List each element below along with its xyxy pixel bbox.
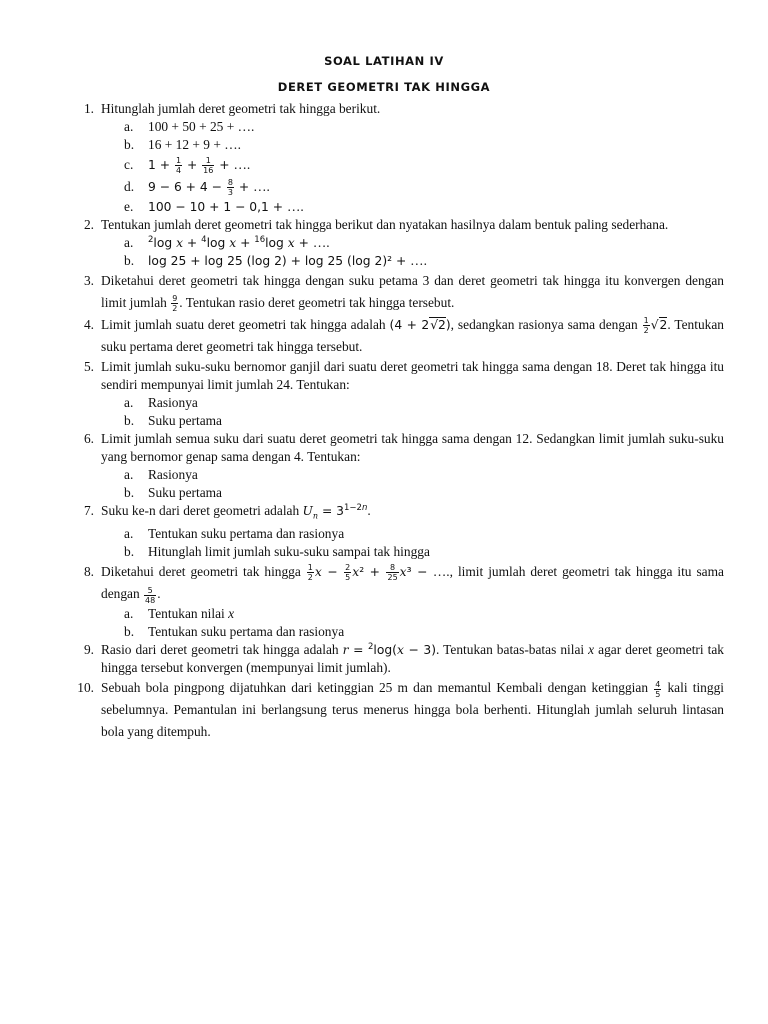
subitem-text: Tentukan suku pertama dan rasionya <box>148 624 345 640</box>
subitem-1c: c. 1 + $\frac{1}{4}$ + $\frac{1}{16}$ + …. <box>124 156 251 175</box>
fraction: $\frac{9}{2}$ <box>172 294 178 314</box>
math-expression: $U_n = 3^{1-2n}$ <box>302 502 368 521</box>
subitem-label: c. <box>124 157 134 172</box>
question-4 <box>0 314 724 358</box>
subitem-label: b. <box>124 413 135 428</box>
subitem-8a: a. Tentukan nilai x <box>124 606 235 622</box>
question-number: 6. <box>83 431 94 446</box>
question-text-end: agar deret geometri tak hingga tersebut konvergen (mempunyai limit jumlah). <box>101 642 724 676</box>
question-7: 7. Suku ke-n dari deret geometri adalah $U_n = 3^{1-2n}$. <box>0 502 724 525</box>
question-6 <box>0 430 724 466</box>
subitem-label: e. <box>124 199 134 214</box>
subitem-label: a. <box>124 606 134 622</box>
subitem-label: b. <box>124 624 135 640</box>
subitem-label: a. <box>124 235 134 250</box>
fraction: $\frac{1}{2}$ <box>643 316 649 336</box>
subitem-label: a. <box>124 395 134 410</box>
math-expression: (4 + 2√2) <box>389 318 451 332</box>
subitem-1b <box>0 136 724 154</box>
question-text-cont: …., limit jumlah deret geometri tak hingga itu sama dengan <box>101 564 724 602</box>
math-expression: $^2$log x + $^4$log x + $^{16}$log x + <box>148 234 313 250</box>
question-2 <box>0 216 724 234</box>
math-expression: log 25 + log 25 (log 2) + log 25 (log 2)² + <box>148 254 411 268</box>
subitem-label: b. <box>124 137 135 152</box>
question-8: 8. Diketahui deret geometri tak hingga $\frac{1}{2}$ x − $\frac{2}{5}$ x² + $\frac{8}{25}$ x³ − …., limit jumlah deret geometri tak hingga itu sama dengan $\frac{5}{48}$ . <box>0 561 724 605</box>
question-number: 10. <box>77 680 94 696</box>
question-text: Limit jumlah semua suku dari suatu deret geometri tak hingga sama dengan 12. Sedangkan limit jumlah suku-suku yang bernomor genap sama dengan 4. Tentukan: <box>101 431 724 464</box>
subitem-2a: a. $^2$log x + $^4$log x + $^{16}$log x + …. <box>124 234 330 250</box>
question-text: Limit jumlah suatu deret geometri tak hingga adalah <box>101 317 390 332</box>
title-soal-latihan: SOAL LATIHAN IV <box>324 54 444 68</box>
question-number: 4. <box>83 317 94 332</box>
question-1 <box>0 100 724 118</box>
subitem-2b: b. log 25 + log 25 (log 2) + log 25 (log 2)² + …. <box>124 253 427 268</box>
math-expression: 9 − 6 + 4 − $\frac{8}{3}$ + <box>148 178 254 197</box>
subitem-text: Suku pertama <box>148 413 223 428</box>
subitem-label: d. <box>124 179 135 194</box>
math-expression: 100 − 10 + 1 − 0,1 + <box>148 200 287 214</box>
question-number: 3. <box>83 273 94 288</box>
subitem-6a <box>0 466 724 484</box>
question-3 <box>0 270 724 314</box>
subitem-1d: d. 9 − 6 + 4 − $\frac{8}{3}$ + …. <box>124 178 270 197</box>
question-number: 5. <box>83 359 94 374</box>
math-expression: 1 + $\frac{1}{4}$ + $\frac{1}{16}$ + <box>148 156 234 175</box>
question-text: Diketahui deret geometri tak hingga dengan suku petama 3 dan deret geometri tak hingga itu konvergen dengan limit jumlah <box>101 273 724 310</box>
math-expression: $\frac{1}{2}$ x − $\frac{2}{5}$ x² + $\frac{8}{25}$ x³ − <box>307 563 433 583</box>
subitem-text: Suku pertama <box>148 485 223 500</box>
subitem-label: b. <box>124 544 135 560</box>
subitem-text: 100 + 50 + 25 + …. <box>148 119 255 134</box>
question-number: 2. <box>83 217 94 232</box>
subitem-1e: e. 100 − 10 + 1 − 0,1 + …. <box>124 199 304 214</box>
subitem-label: b. <box>124 253 135 268</box>
subitem-text: Tentukan suku pertama dan rasionya <box>148 526 345 542</box>
subitem-text: Hitunglah limit jumlah suku-suku sampai tak hingga <box>148 544 430 560</box>
subitem-label: b. <box>124 485 135 500</box>
question-number: 8. <box>83 564 94 580</box>
subitem-text: 16 + 12 + 9 + …. <box>148 137 241 152</box>
subitem-7b <box>0 543 724 561</box>
fraction: $\frac{5}{48}$ <box>145 585 156 605</box>
question-list <box>0 100 724 743</box>
subitem-label: a. <box>124 119 134 134</box>
subitem-label: a. <box>124 467 134 482</box>
question-10 <box>0 677 724 743</box>
question-text: Rasio dari deret geometri tak hingga adalah <box>101 642 343 658</box>
subitem-6b <box>0 484 724 502</box>
math-expression: √2 <box>650 318 668 332</box>
subitem-text: Rasionya <box>148 395 198 410</box>
question-text: Hitunglah jumlah deret geometri tak hingga berikut. <box>101 101 381 116</box>
question-text-cont: . Tentukan batas-batas nilai <box>436 642 589 658</box>
question-5 <box>0 358 724 394</box>
subitem-5a <box>0 394 724 412</box>
question-text-cont: , sedangkan rasionya sama dengan <box>450 317 642 332</box>
question-text: Diketahui deret geometri tak hingga <box>101 564 306 580</box>
question-text: Sebuah bola pingpong dijatuhkan dari ketinggian 25 m dan memantul Kembali dengan ketinggian <box>101 680 654 696</box>
subitem-7a <box>0 525 724 543</box>
subitem-1a <box>0 118 724 136</box>
question-9: 9. Rasio dari deret geometri tak hingga adalah r = $^2$log(x − 3). Tentukan batas-batas nilai x agar deret geometri tak hingga tersebut konvergen (mempunyai limit jumlah). <box>0 641 724 677</box>
question-number: 7. <box>83 503 94 518</box>
subitem-label: a. <box>124 526 134 542</box>
fraction: $\frac{4}{5}$ <box>655 679 661 699</box>
title-deret-geometri: DERET GEOMETRI TAK HINGGA <box>277 80 491 94</box>
question-text: Suku ke-n dari deret geometri adalah <box>101 503 303 518</box>
question-text: Tentukan jumlah deret geometri tak hingga berikut dan nyatakan hasilnya dalam bentuk paling sederhana. <box>101 217 669 232</box>
question-text-cont: . Tentukan rasio deret geometri tak hingga tersebut. <box>179 295 455 310</box>
question-number: 9. <box>83 642 94 658</box>
subitem-text: Tentukan nilai <box>148 606 229 622</box>
subitem-text: Rasionya <box>148 467 198 482</box>
subitem-5b <box>0 412 724 430</box>
question-text: Limit jumlah suku-suku bernomor ganjil dari suatu deret geometri tak hingga sama dengan 18. Deret tak hingga itu sendiri mempunyai limit jumlah 24. Tentukan: <box>101 359 724 392</box>
question-number: 1. <box>83 101 94 116</box>
math-expression: r = $^2$log(x − 3) <box>342 642 437 658</box>
question-text-cont: kali tinggi sebelumnya. Pemantulan ini berlangsung terus menerus hingga bola berhenti. Hitunglah jumlah seluruh lintasan bola yang ditempuh. <box>101 680 724 740</box>
subitem-8b <box>0 623 724 641</box>
question-text-end: . Tentukan suku pertama deret geometri tak hingga tersebut. <box>101 317 724 354</box>
